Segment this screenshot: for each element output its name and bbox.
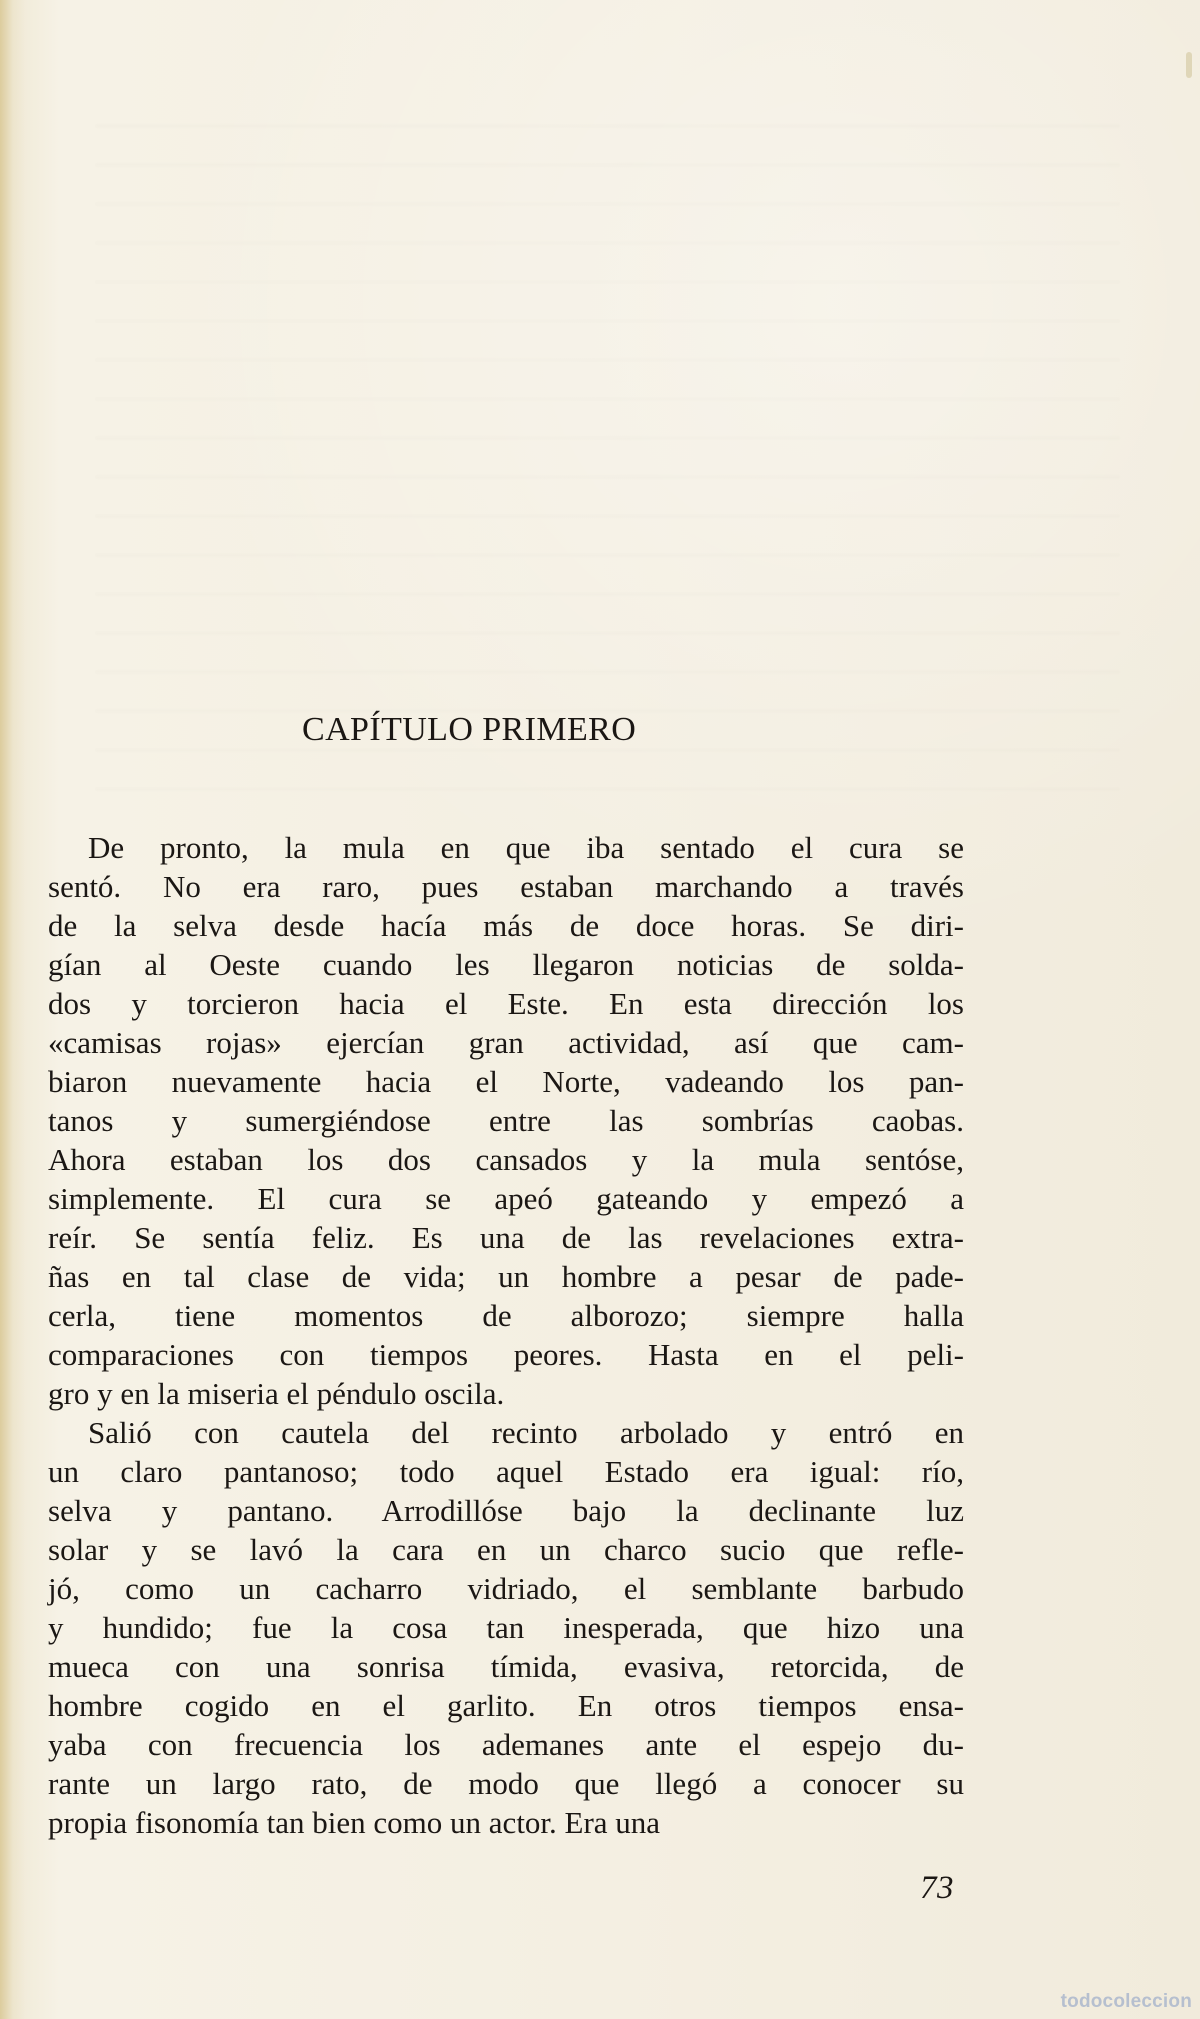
- text-line: selva y pantano. Arrodillóse bajo la declinante luz: [48, 1493, 964, 1528]
- text-line: ñas en tal clase de vida; un hombre a pesar de pade-: [48, 1259, 964, 1294]
- text-line: mueca con una sonrisa tímida, evasiva, retorcida, de: [48, 1649, 964, 1684]
- text-line: Ahora estaban los dos cansados y la mula sentóse,: [48, 1142, 964, 1177]
- text-line: jó, como un cacharro vidriado, el semblante barbudo: [48, 1571, 964, 1606]
- text-line: tanos y sumergiéndose entre las sombrías caobas.: [48, 1103, 964, 1138]
- body-text: [48, 828, 964, 1848]
- text-line: un claro pantanoso; todo aquel Estado era igual: río,: [48, 1454, 964, 1489]
- text-line: Salió con cautela del recinto arbolado y entró en: [88, 1415, 964, 1450]
- text-line: de la selva desde hacía más de doce horas. Se diri-: [48, 908, 964, 943]
- text-line: rante un largo rato, de modo que llegó a conocer su: [48, 1766, 964, 1801]
- paragraph-1: [48, 828, 964, 1413]
- text-line: propia fisonomía tan bien como un actor. Era una: [48, 1805, 661, 1840]
- text-line: De pronto, la mula en que iba sentado el cura se: [88, 830, 964, 865]
- bleed-through-texture: [95, 95, 1120, 815]
- text-line: reír. Se sentía feliz. Es una de las revelaciones extra-: [48, 1220, 964, 1255]
- chapter-title: CAPÍTULO PRIMERO: [302, 711, 637, 748]
- text-line: dos y torcieron hacia el Este. En esta dirección los: [48, 986, 964, 1021]
- text-line: hombre cogido en el garlito. En otros tiempos ensa-: [48, 1688, 964, 1723]
- text-line: «camisas rojas» ejercían gran actividad, así que cam-: [48, 1025, 964, 1060]
- text-line: y hundido; fue la cosa tan inesperada, que hizo una: [48, 1610, 964, 1645]
- text-line: cerla, tiene momentos de alborozo; siempre halla: [48, 1298, 964, 1333]
- text-line: solar y se lavó la cara en un charco sucio que refle-: [48, 1532, 964, 1567]
- text-line: comparaciones con tiempos peores. Hasta en el peli-: [48, 1337, 964, 1372]
- text-line: simplemente. El cura se apeó gateando y empezó a: [48, 1181, 964, 1216]
- page-number: 73: [920, 1870, 954, 1906]
- text-line: gían al Oeste cuando les llegaron noticias de solda-: [48, 947, 964, 982]
- site-watermark: todocoleccion: [1060, 1991, 1192, 2012]
- text-line: biaron nuevamente hacia el Norte, vadeando los pan-: [48, 1064, 964, 1099]
- text-line: gro y en la miseria el péndulo oscila.: [48, 1376, 505, 1411]
- spine-shadow: [0, 0, 26, 2019]
- paragraph-2: [48, 1413, 964, 1842]
- edge-mark: [1186, 52, 1192, 78]
- text-line: sentó. No era raro, pues estaban marchando a través: [48, 869, 964, 904]
- text-line: yaba con frecuencia los ademanes ante el espejo du-: [48, 1727, 964, 1762]
